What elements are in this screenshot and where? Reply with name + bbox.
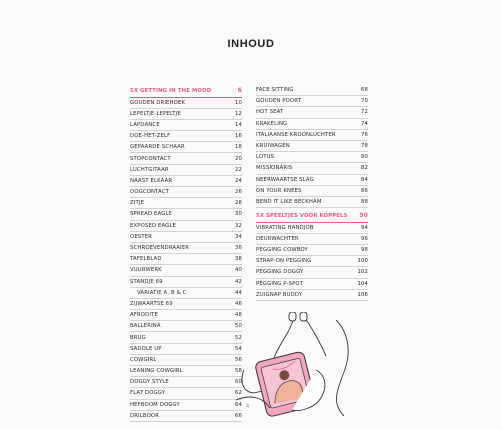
toc-entry-page: 96 — [360, 235, 368, 242]
toc-entry-page: 94 — [360, 224, 368, 231]
toc-entry-label: VUURWERK — [130, 267, 162, 274]
toc-entry-label: LEPELTJE-LEPELTJE — [130, 110, 181, 117]
toc-section-heading — [256, 210, 368, 223]
toc-entry — [256, 85, 368, 96]
toc-entry — [130, 277, 242, 288]
toc-entry-label: FLAT DOGGY — [130, 390, 166, 397]
toc-entry-page: 90 — [359, 212, 368, 220]
toc-entry-page: 54 — [234, 345, 242, 352]
toc-entry-label: SADDLE UP — [130, 345, 162, 352]
toc-right-column — [256, 85, 368, 301]
toc-entry — [130, 400, 242, 411]
toc-entry — [130, 221, 242, 232]
toc-entry-label: LOTUS — [256, 154, 275, 161]
toc-entry — [256, 267, 368, 278]
toc-entry — [130, 344, 242, 355]
toc-entry-label: TAFELBLAD — [130, 256, 162, 263]
toc-entry — [130, 366, 242, 377]
toc-entry — [256, 245, 368, 256]
toc-entry — [256, 141, 368, 152]
toc-entry-label: VARIATIE A, B & C — [137, 289, 187, 296]
toc-entry-page: 34 — [234, 233, 242, 240]
toc-entry — [256, 119, 368, 130]
toc-entry — [130, 187, 242, 198]
toc-entry-page: 70 — [360, 98, 368, 105]
toc-entry-label: BALLERINA — [130, 323, 161, 330]
toc-entry-label: GOUDEN POORT — [256, 98, 302, 105]
toc-entry — [130, 98, 242, 109]
toc-entry-label: EXPOSED EAGLE — [130, 222, 177, 229]
toc-entry-label: KRUIWAGEN — [256, 143, 290, 150]
toc-entry-label: SPREAD EAGLE — [130, 211, 173, 218]
toc-entry — [256, 130, 368, 141]
toc-entry-page: 10 — [234, 99, 242, 106]
toc-entry-page: 56 — [234, 356, 242, 363]
toc-entry — [256, 256, 368, 267]
toc-entry — [130, 254, 242, 265]
toc-entry-label: OOGCONTACT — [130, 189, 170, 196]
toc-entry-page: 40 — [234, 267, 242, 274]
toc-entry-page: 72 — [360, 109, 368, 116]
toc-entry-page: 32 — [234, 222, 242, 229]
toc-entry-page: 66 — [234, 412, 242, 419]
page-number: 4 — [246, 404, 250, 410]
toc-entry-page: 84 — [360, 176, 368, 183]
toc-entry — [130, 355, 242, 366]
toc-entry-page: 68 — [360, 87, 368, 94]
toc-entry — [130, 411, 242, 422]
toc-entry-page: 86 — [360, 187, 368, 194]
toc-entry-page: 46 — [234, 300, 242, 307]
toc-entry-page: 52 — [234, 334, 242, 341]
toc-entry-label: BEND IT LIKE BECKHAM — [256, 198, 322, 205]
toc-entry-label: ZIJWAARTSE 69 — [130, 300, 173, 307]
toc-entry-label: GOUDEN DRIEHOEK — [130, 99, 186, 106]
toc-entry — [256, 223, 368, 234]
toc-entry-label: NEERWAARTSE SLAG — [256, 176, 314, 183]
toc-entry-label: PEGGING P-SPOT — [256, 280, 304, 287]
toc-entry-page: 76 — [360, 131, 368, 138]
toc-entry-label: HEFBOOM DOGGY — [130, 401, 180, 408]
toc-entry — [130, 120, 242, 131]
toc-entry — [130, 176, 242, 187]
toc-entry-label: STANDJE 69 — [130, 278, 163, 285]
toc-entry-label: OESTER — [130, 233, 153, 240]
toc-entry-page: 62 — [234, 390, 242, 397]
toc-entry-page: 26 — [234, 189, 242, 196]
toc-entry-page: 6 — [237, 87, 242, 95]
toc-entry — [130, 198, 242, 209]
toc-entry-label: NAAST ELKAAR — [130, 177, 173, 184]
toc-entry-page: 22 — [234, 166, 242, 173]
toc-entry-page: 64 — [234, 401, 242, 408]
toc-entry-label: AFRODITE — [130, 312, 158, 319]
toc-entry-label: STRAP-ON PEGGING — [256, 258, 312, 265]
toc-entry-label: DOGGY STYLE — [130, 379, 169, 386]
toc-entry — [256, 152, 368, 163]
toc-entry-page: 98 — [360, 247, 368, 254]
toc-entry-label: 5X GETTING IN THE MOOD — [130, 87, 212, 94]
toc-entry-label: LUCHTGITAAR — [130, 166, 169, 173]
toc-entry-label: ITALIAANSE KROONLUCHTER — [256, 131, 336, 138]
toc-entry-page: 36 — [234, 245, 242, 252]
toc-entry-label: KRAKELING — [256, 120, 288, 127]
toc-entry-page: 28 — [234, 200, 242, 207]
toc-entry-label: VIBRATING HANDJOB — [256, 224, 314, 231]
toc-entry-page: 104 — [357, 280, 368, 287]
toc-entry — [130, 377, 242, 388]
toc-entry-label: DEURWACHTER — [256, 235, 299, 242]
toc-entry-label: BRUG — [130, 334, 146, 341]
toc-entry — [130, 131, 242, 142]
toc-entry-page: 38 — [234, 256, 242, 263]
toc-entry — [130, 388, 242, 399]
toc-entry — [130, 288, 242, 299]
toc-entry — [256, 290, 368, 301]
toc-entry-page: 20 — [234, 155, 242, 162]
smartphone-earphones-icon — [236, 312, 376, 422]
toc-entry — [130, 243, 242, 254]
toc-entry-label: DOE-HET-ZELF — [130, 133, 171, 140]
toc-entry-label: SCHROEVENDRAAIER — [130, 245, 190, 252]
toc-entry-label: PEGGING COWBOY — [256, 247, 308, 254]
toc-entry-label: STOPCONTACT — [130, 155, 171, 162]
toc-entry-page: 18 — [234, 144, 242, 151]
toc-entry-page: 50 — [234, 323, 242, 330]
toc-entry-label: GEPAARDE SCHAAR — [130, 144, 185, 151]
page-title: INHOUD — [227, 38, 275, 50]
toc-entry-label: FACE SITTING — [256, 87, 294, 94]
toc-entry — [130, 153, 242, 164]
toc-entry-page: 88 — [360, 198, 368, 205]
toc-entry-page: 82 — [360, 165, 368, 172]
toc-entry-page: 44 — [234, 289, 242, 296]
toc-section-heading — [130, 85, 242, 98]
toc-entry — [256, 186, 368, 197]
toc-entry — [256, 279, 368, 290]
toc-entry — [130, 142, 242, 153]
toc-entry-page: 80 — [360, 154, 368, 161]
toc-entry-page: 48 — [234, 312, 242, 319]
toc-entry-page: 78 — [360, 143, 368, 150]
toc-entry — [130, 321, 242, 332]
toc-entry-label: ZITJE — [130, 200, 145, 207]
toc-entry-label: COWGIRL — [130, 356, 157, 363]
toc-entry-label: DRILBOOR — [130, 412, 160, 419]
toc-entry — [130, 265, 242, 276]
toc-entry-page: 74 — [360, 120, 368, 127]
toc-entry-page: 102 — [357, 269, 368, 276]
toc-entry-label: 5X SPEELTJES VOOR KOPPELS — [256, 212, 348, 219]
toc-entry — [256, 175, 368, 186]
toc-entry-page: 12 — [234, 110, 242, 117]
toc-entry-page: 24 — [234, 177, 242, 184]
toc-entry-page: 60 — [234, 379, 242, 386]
toc-entry — [130, 109, 242, 120]
toc-left-column — [130, 85, 242, 422]
toc-entry — [256, 163, 368, 174]
toc-entry-label: ZUIGNAP BUDDY — [256, 291, 303, 298]
toc-entry-page: 106 — [357, 291, 368, 298]
toc-entry-page: 14 — [234, 121, 242, 128]
toc-entry — [130, 165, 242, 176]
toc-entry-page: 30 — [234, 211, 242, 218]
toc-entry — [256, 107, 368, 118]
toc-entry-label: HOT SEAT — [256, 109, 284, 116]
toc-entry — [130, 209, 242, 220]
toc-entry — [256, 234, 368, 245]
toc-entry — [130, 332, 242, 343]
toc-entry-page: 58 — [234, 368, 242, 375]
toc-entry-label: PEGGING DOGGY — [256, 269, 304, 276]
toc-entry — [256, 197, 368, 208]
toc-entry-page: 100 — [357, 258, 368, 265]
toc-entry — [256, 96, 368, 107]
toc-entry — [130, 310, 242, 321]
toc-entry-label: LAPDANCE — [130, 121, 160, 128]
toc-entry-label: ON YOUR KNEES — [256, 187, 302, 194]
toc-entry-label: LEANING COWGIRL — [130, 368, 183, 375]
toc-entry — [130, 232, 242, 243]
toc-entry-page: 42 — [234, 278, 242, 285]
toc-entry-page: 16 — [234, 133, 242, 140]
toc-entry-label: MISSIONARIS — [256, 165, 293, 172]
toc-entry — [130, 299, 242, 310]
